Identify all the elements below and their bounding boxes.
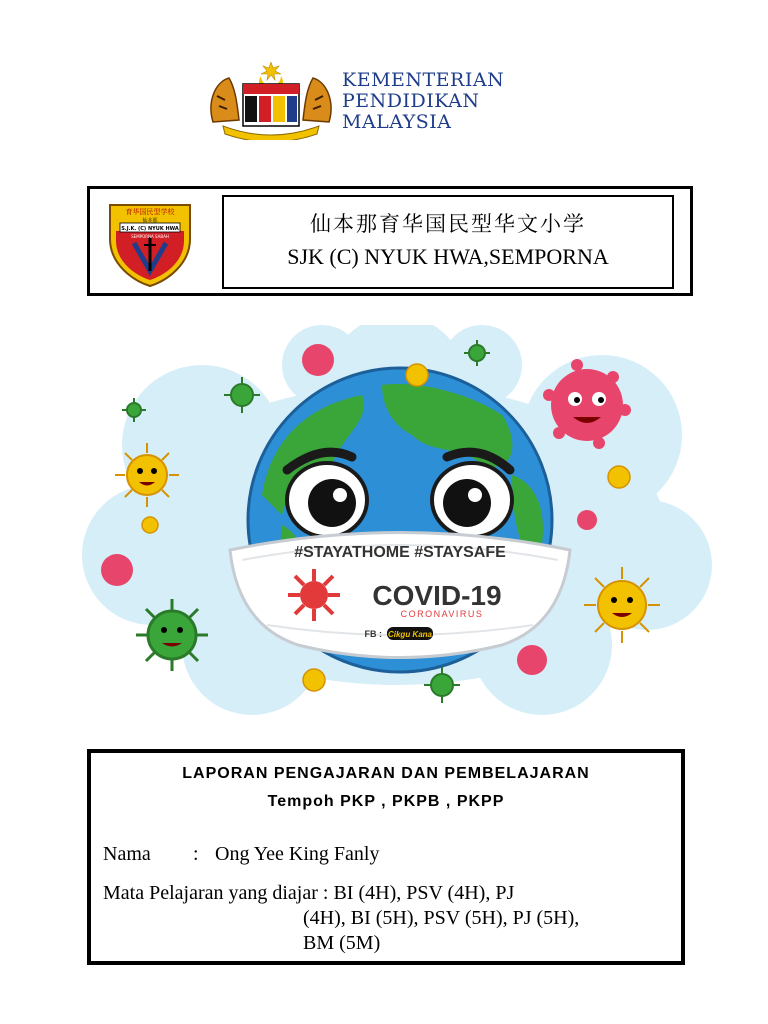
covid-label: COVID-19: [372, 580, 502, 611]
subject-value-line-2: (4H), BI (5H), PSV (5H), PJ (5H),: [303, 907, 580, 929]
name-label: Nama: [103, 843, 151, 865]
name-value: Ong Yee King Fanly: [215, 843, 380, 865]
credit-prefix: FB :: [364, 629, 382, 639]
ministry-header: [205, 62, 545, 142]
school-logo-bottom-text: SEMPORNA SABAH: [131, 234, 169, 239]
name-separator: :: [193, 843, 199, 865]
sun-germ-icon: [584, 567, 660, 643]
stay-home-tagline: #STAYATHOME #STAYSAFE: [294, 544, 506, 561]
school-name-english: SJK (C) NYUK HWA,SEMPORNA: [287, 244, 609, 269]
ministry-line-1: KEMENTERIAN: [342, 69, 505, 91]
green-virus-icon: [136, 599, 208, 671]
school-logo-sub-text: 仙本那: [142, 218, 158, 224]
ministry-line-3: MALAYSIA: [342, 111, 452, 133]
subject-value-line-1: BI (4H), PSV (4H), PJ: [333, 882, 515, 904]
subject-value-line-3: BM (5M): [303, 932, 381, 954]
school-name-box: [222, 195, 674, 289]
covid-earth-illustration: [82, 325, 712, 725]
coronavirus-icon: [288, 569, 340, 621]
subject-row: [103, 881, 678, 956]
report-title: LAPORAN PENGAJARAN DAN PEMBELAJARAN: [182, 765, 590, 782]
school-logo-top-text: 育华国民型学校: [125, 208, 175, 216]
coat-of-arms-icon: [205, 62, 337, 140]
school-shield-logo-icon: [106, 201, 194, 287]
name-row: [103, 843, 379, 866]
report-period: Tempoh PKP , PKPB , PKPP: [267, 793, 505, 810]
coronavirus-label: CORONAVIRUS: [400, 609, 484, 619]
report-info-box: [87, 749, 685, 965]
school-logo-banner-text: S.J.K. (C) NYUK HWA: [121, 226, 179, 232]
ministry-name: [342, 70, 504, 133]
subject-label: Mata Pelajaran yang diajar :: [103, 882, 329, 904]
ministry-line-2: PENDIDIKAN: [342, 90, 480, 112]
school-header-box: [87, 186, 693, 296]
credit-name: Cikgu Kana: [387, 630, 433, 639]
school-name-chinese: 仙本那育华国民型华文小学: [310, 212, 586, 236]
